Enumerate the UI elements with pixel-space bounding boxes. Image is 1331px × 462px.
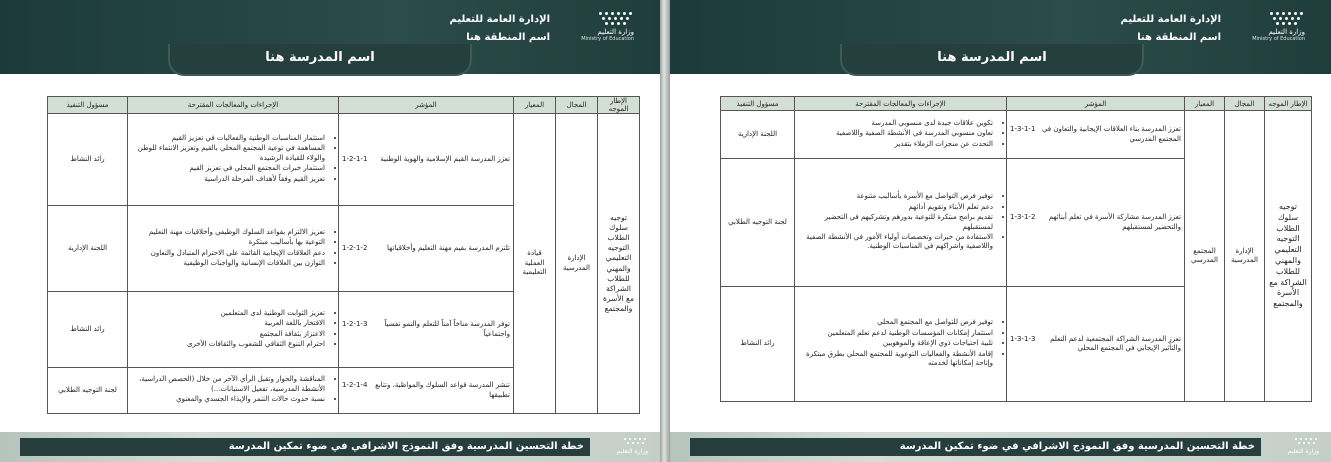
list-item: • توفير فرص للتواصل مع المجتمع المحلي xyxy=(798,318,993,327)
responsible-cell: رائد النشاط xyxy=(48,114,128,206)
indicator-code: 1-2-1-3 xyxy=(342,320,368,329)
indicator-code: 1-2-1-2 xyxy=(342,243,368,252)
standard-cell: المجتمع المدرسي xyxy=(1185,111,1225,402)
school-name: اسم المدرسة هنا xyxy=(265,50,375,65)
col-framework: الإطار الموجه xyxy=(1265,97,1312,111)
list-item: • المناقشة والحوار وتقبل الرأي الآخر من خلال (الحصص الدراسية، الأنشطة المدرسية، تفعيل الاستبانات...) xyxy=(131,375,325,394)
indicator-text: تعزز المدرسة مشاركة الأسرة في تعلم أبنائهم والتحضير لمستقبلهم xyxy=(1048,213,1181,231)
list-item: • الاستفادة من خبرات وتخصصات أولياء الأمور في الأنشطة الصفية واللاصفية واشراكهم في المناسبات الوطنية. xyxy=(798,233,993,252)
responsible-cell: لجنة التوجيه الطلابي xyxy=(48,368,128,414)
col-indicator: المؤشر xyxy=(1007,97,1185,111)
list-item: • تعزيز الالتزام بقواعد السلوك الوظيفي وأخلاقيات مهنة التعليم xyxy=(131,228,325,237)
list-item: • تعاون منسوبي المدرسة في الأنشطة الصفية واللاصفية xyxy=(798,129,993,138)
indicator-cell xyxy=(1007,111,1185,159)
footer-ministry-name: وزارة التعليم xyxy=(616,448,648,455)
table-row xyxy=(48,114,640,206)
list-item: • التحدث عن منجزات الزملاء بتقدير xyxy=(798,140,993,149)
list-item: • الاعتزاز بثقافة المجتمع xyxy=(131,330,325,339)
indicator-cell xyxy=(339,206,514,292)
indicator-cell xyxy=(339,368,514,414)
school-name-tab xyxy=(168,44,472,76)
framework-cell: توجيه سلوك الطلاب التوجيه التعليمي والمهني للطلاب الشراكة مع الأسرة والمجتمع xyxy=(598,114,640,414)
actions-cell xyxy=(128,292,339,368)
list-item: • الافتخار باللغة العربية xyxy=(131,319,325,328)
page-footer xyxy=(0,432,660,462)
list-item: • دعم العلاقات الإيجابية القائمة على الاحترام المتبادل والتعاون xyxy=(131,249,325,258)
footer-logo-dots-icon xyxy=(608,437,648,447)
indicator-text: توفر المدرسة مناخاً آمناً للتعلم والنمو نفسياً واجتماعياً xyxy=(384,320,510,338)
ministry-logo xyxy=(564,10,634,40)
page-footer xyxy=(670,432,1331,462)
col-domain: المجال xyxy=(556,97,598,114)
col-framework: الإطار الموجه xyxy=(598,97,640,114)
list-item: • تقديم برامج مبتكرة للتوعية بدورهم وتشركيهم في التحضير لمستقبلهم xyxy=(798,213,993,232)
actions-cell xyxy=(128,114,339,206)
ministry-logo xyxy=(1235,10,1305,40)
actions-cell xyxy=(795,111,1007,159)
plan-table xyxy=(47,96,640,414)
footer-ministry-name: وزارة التعليم xyxy=(1287,448,1319,455)
footer-logo xyxy=(596,437,652,457)
indicator-cell xyxy=(339,114,514,206)
region-label: اسم المنطقة هنا xyxy=(466,32,550,43)
responsible-cell: اللجنة الإدارية xyxy=(721,111,795,159)
list-item: • استثمار خبرات المجتمع المحلي في تعزيز القيم xyxy=(131,164,325,173)
col-standard: المعيار xyxy=(1185,97,1225,111)
indicator-text: تعزز المدرسة بناء العلاقات الإيجابية والتعاون في المجتمع المدرسي xyxy=(1041,125,1181,143)
plan-table xyxy=(720,96,1312,402)
col-responsible: مسؤول التنفيذ xyxy=(48,97,128,114)
actions-cell xyxy=(128,368,339,414)
indicator-code: 1-3-1-2 xyxy=(1010,213,1036,222)
list-item: • التوازن بين العلاقات الإنسانية والواجبات الوظيفية xyxy=(131,259,325,268)
list-item: • دعم تعلم الأبناء وتقويم أدائهم xyxy=(798,203,993,212)
logo-dots-icon xyxy=(590,10,634,28)
page-header xyxy=(670,0,1331,74)
col-indicator: المؤشر xyxy=(339,97,514,114)
indicator-text: تعزز المدرسة القيم الإسلامية والهوية الوطنية xyxy=(380,154,510,163)
list-item: • استثمار إمكانات المؤسسات الوطنية لدعم تعلم المتعلمين xyxy=(798,329,993,338)
domain-cell: الإدارة المدرسية xyxy=(556,114,598,414)
list-item: • نسبة حدوث حالات التنمر والإيذاء الجسدي والمعنوي xyxy=(131,395,325,404)
indicator-cell xyxy=(1007,159,1185,287)
footer-band xyxy=(20,438,590,456)
standard-cell: قيادة العملية التعليمية xyxy=(514,114,556,414)
indicator-cell xyxy=(1007,287,1185,402)
indicator-code: 1-2-1-4 xyxy=(342,381,368,390)
responsible-cell: رائد النشاط xyxy=(721,287,795,402)
ministry-name: وزارة التعليم xyxy=(1268,28,1305,36)
col-domain: المجال xyxy=(1225,97,1265,111)
indicator-text: تنشر المدرسة قواعد السلوك والمواظبة، وتتابع تطبيقها xyxy=(375,381,510,399)
footer-band xyxy=(690,438,1261,456)
page-left xyxy=(0,0,660,462)
school-name-tab xyxy=(840,44,1144,76)
ministry-name-en: Ministry of Education xyxy=(1252,36,1305,42)
table-row xyxy=(721,111,1312,159)
indicator-text: تعزز المدرسة الشراكة المجتمعية لدعم التعلم والتأثير الإيجابي في المجتمع المحلي xyxy=(1050,334,1181,352)
directorate-label: الإدارة العامة للتعليم xyxy=(449,14,550,25)
list-item: • التوعية بها بأساليب مبتكرة xyxy=(131,238,325,247)
list-item: • إقامة الأنشطة والفعاليات التوعوية للمجتمع المحلي بطرق مبتكرة وإتاحة إمكاناتها لخدمته xyxy=(798,350,993,369)
footer-title: خطة التحسين المدرسية وفق النموذج الاشرافي في ضوء تمكين المدرسة xyxy=(899,441,1255,452)
actions-cell xyxy=(795,287,1007,402)
indicator-code: 1-2-1-1 xyxy=(342,154,368,163)
ministry-name-en: Ministry of Education xyxy=(581,36,634,42)
actions-cell xyxy=(128,206,339,292)
list-item: • المساهمة في توعية المجتمع المحلي بالقيم وتعزيز الانتماء للوطن والولاء للقيادة الرشيدة xyxy=(131,144,325,163)
responsible-cell: لجنة التوجيه الطلابي xyxy=(721,159,795,287)
page-right xyxy=(670,0,1331,462)
page-gutter xyxy=(660,0,670,462)
list-item: • تعزيز الثوابت الوطنية لدى المتعلمين xyxy=(131,309,325,318)
indicator-cell xyxy=(339,292,514,368)
list-item: • تعزيز القيم وفقاً لأهداف المرحلة الدراسية xyxy=(131,175,325,184)
logo-dots-icon xyxy=(1261,10,1305,28)
list-item: • تلبية احتياجات ذوي الإعاقة والموهوبين xyxy=(798,339,993,348)
col-actions: الإجراءات والمعالجات المقترحة xyxy=(795,97,1007,111)
list-item: • تكوين علاقات جيدة لدى منسوبي المدرسة xyxy=(798,119,993,128)
ministry-name: وزارة التعليم xyxy=(597,28,634,36)
framework-cell: توجيه سلوك الطلاب التوجيه التعليمي والمهني للطلاب الشراكة مع الأسرة والمجتمع xyxy=(1265,111,1312,402)
region-label: اسم المنطقة هنا xyxy=(1137,32,1221,43)
directorate-label: الإدارة العامة للتعليم xyxy=(1120,14,1221,25)
responsible-cell: رائد النشاط xyxy=(48,292,128,368)
footer-title: خطة التحسين المدرسية وفق النموذج الاشرافي في ضوء تمكين المدرسة xyxy=(228,441,584,452)
domain-cell: الإدارة المدرسية xyxy=(1225,111,1265,402)
list-item: • توفير فرص التواصل مع الأسرة بأساليب متنوعة xyxy=(798,192,993,201)
indicator-code: 1-3-1-1 xyxy=(1010,125,1036,134)
responsible-cell: اللجنة الإدارية xyxy=(48,206,128,292)
page-header xyxy=(0,0,660,74)
indicator-text: تلتزم المدرسة بقيم مهنة التعليم وأخلاقياتها xyxy=(387,243,510,252)
actions-cell xyxy=(795,159,1007,287)
col-standard: المعيار xyxy=(514,97,556,114)
list-item: • احترام التنوع الثقافي للشعوب والثقافات الأخرى xyxy=(131,340,325,349)
indicator-code: 1-3-1-3 xyxy=(1010,334,1036,343)
list-item: • استثمار المناسبات الوطنية والفعاليات في تعزيز القيم xyxy=(131,134,325,143)
col-actions: الإجراءات والمعالجات المقترحة xyxy=(128,97,339,114)
footer-logo xyxy=(1267,437,1323,457)
school-name: اسم المدرسة هنا xyxy=(937,50,1047,65)
footer-logo-dots-icon xyxy=(1279,437,1319,447)
col-responsible: مسؤول التنفيذ xyxy=(721,97,795,111)
